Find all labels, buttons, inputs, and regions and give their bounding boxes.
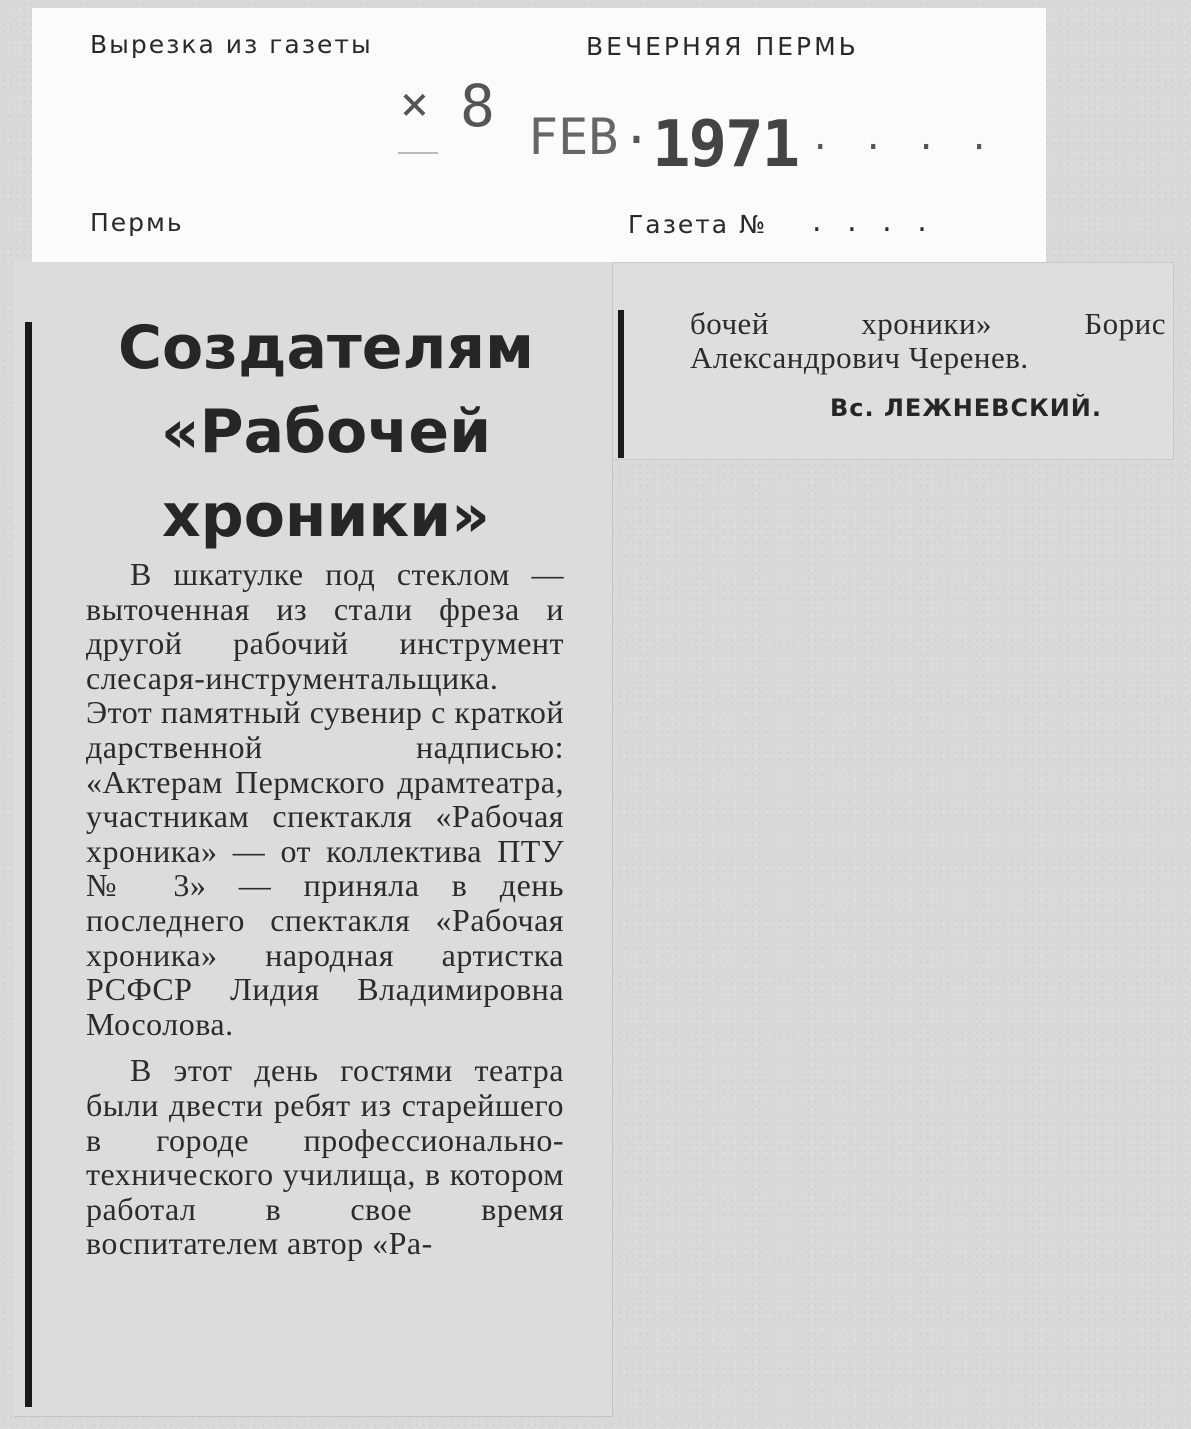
column-rule-right — [618, 310, 624, 458]
title-line-3: хроники» — [162, 481, 490, 551]
column-rule-left — [25, 322, 32, 1407]
date-stamp — [400, 72, 996, 192]
stamp-separator: · — [622, 112, 651, 168]
stamp-prefix: × — [400, 76, 429, 132]
stamp-year: 1971 — [652, 108, 799, 182]
title-line-2: «Рабочей — [160, 397, 492, 467]
issue-dots: . . . . — [812, 204, 935, 239]
issue-label: Газета № — [628, 210, 768, 239]
stamp-month: FEB — [528, 108, 619, 166]
article-paragraph: В шкатулке под стеклом — выточенная из стали фреза и другой рабочий инструмент слесаря-инструментальщика. Этот памятный сувенир с краткой дарственной надписью: «Актерам Пермского драмтеатра, участникам спектакля «Рабочая хроника» — от коллектива ПТУ № 3» — приняла в день последнего спектакля «Рабочая хроника» народная артистка РСФСР Лидия Владимировна Мосолова. — [86, 556, 564, 1042]
stamp-dots: . . . . — [810, 118, 996, 158]
article-title — [40, 306, 612, 558]
source-label: Вырезка из газеты — [90, 30, 373, 59]
title-line-1: Создателям — [117, 313, 535, 383]
stamp-line — [398, 152, 438, 154]
stamp-day: 8 — [460, 72, 495, 140]
city-label: Пермь — [90, 208, 184, 237]
newspaper-name: ВЕЧЕРНЯЯ ПЕРМЬ — [586, 32, 859, 61]
article-body — [86, 557, 564, 1261]
article-paragraph: В этот день гостями театра были двести ребят из старейшего в городе профессионально-технического училища, в котором работал в свое время воспитателем автор «Ра- — [86, 1052, 564, 1262]
continuation-line-2: Александрович Черенев. — [690, 340, 1029, 375]
article-continuation — [690, 307, 1166, 375]
article-author: Вс. ЛЕЖНЕВСКИЙ. — [830, 394, 1102, 422]
continuation-line-1: бочей хроники» Борис — [690, 306, 1166, 341]
